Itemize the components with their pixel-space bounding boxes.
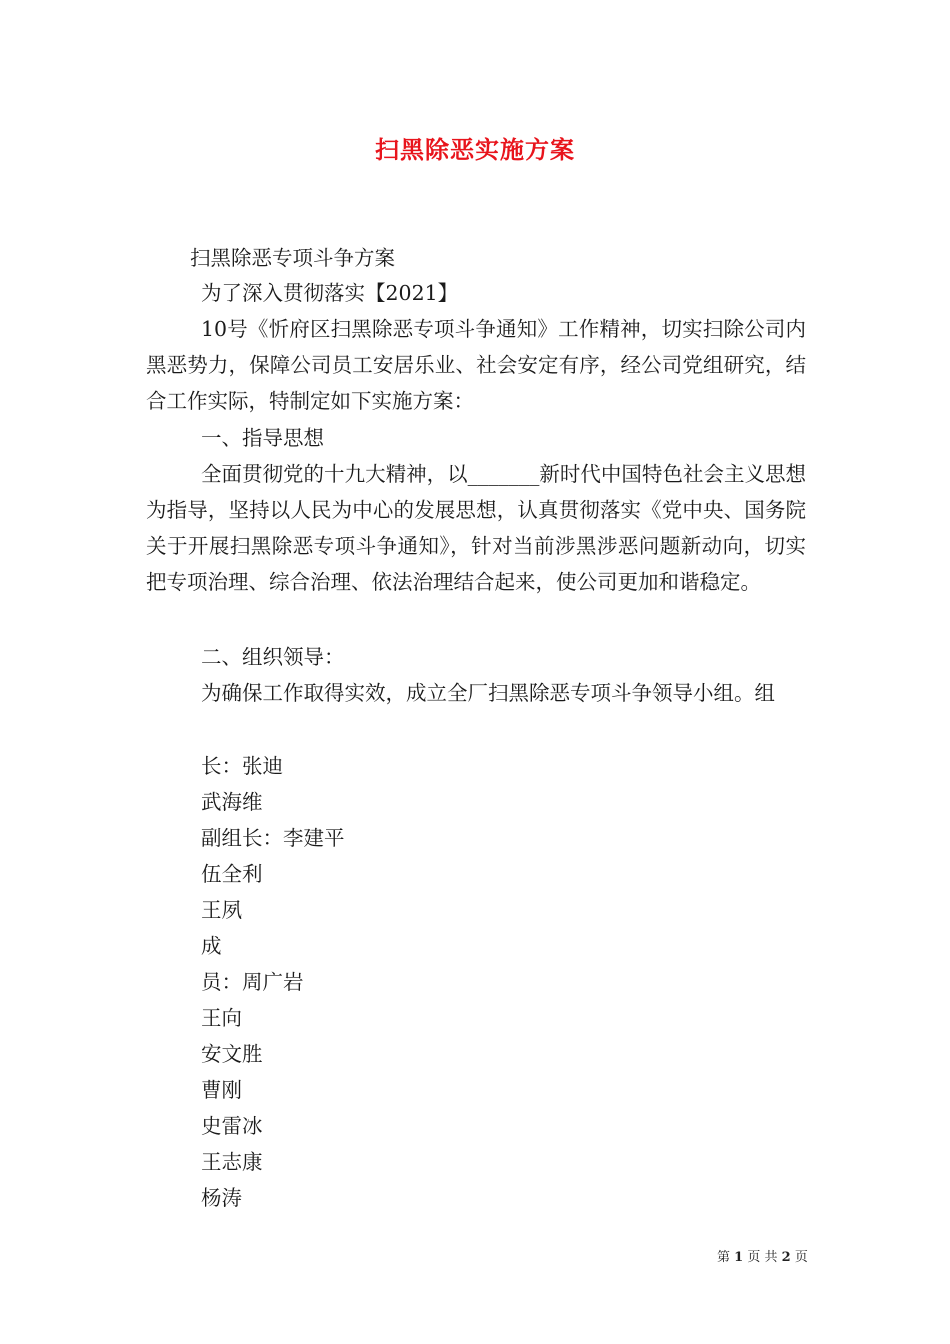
member-prefix: 成 [201,934,222,958]
paragraph-2: 全面贯彻党的十九大精神，以_______新时代中国特色社会主义思想为指导，坚持以人民为中心的发展思想，认真贯彻落实《党中央、国务院关于开展扫黑除恶专项斗争通知》，针对当前涉黑涉恶问题新动向，切实把专项治理、综合治理、依法治理结合起来，使公司更加和谐稳定。 [146,462,806,594]
page-number [717,1246,808,1265]
page-current: 1 [734,1250,744,1265]
member-name-6: 王志康 [201,1150,263,1174]
deputy-name-3: 王夙 [201,898,242,922]
leader-line: 长：张迪 [201,754,283,778]
section-heading-2: 二、组织领导： [201,645,345,669]
leader-name-2: 武海维 [201,790,263,814]
member-name-5: 史雷冰 [201,1114,263,1138]
paragraph-1: 10号《忻府区扫黑除恶专项斗争通知》工作精神，切实扫除公司内黑恶势力，保障公司员工安居乐业、社会安定有序，经公司党组研究，结合工作实际，特制定如下实施方案： [146,317,806,413]
deputy-name-2: 伍全利 [201,862,263,886]
page-mid: 页 共 [747,1250,778,1265]
section-heading-1: 一、指导思想 [201,426,324,450]
member-name-7: 杨涛 [201,1186,242,1210]
page-prefix: 第 [717,1250,731,1265]
intro-line: 为了深入贯彻落实【2021】 [201,281,459,305]
paragraph-3: 为确保工作取得实效，成立全厂扫黑除恶专项斗争领导小组。组 [201,681,775,705]
page-total: 2 [781,1250,791,1265]
member-name-3: 安文胜 [201,1042,263,1066]
document-title: 扫黑除恶实施方案 [375,135,575,164]
member-line: 员：周广岩 [201,970,304,994]
page-suffix: 页 [794,1250,808,1265]
deputy-line: 副组长：李建平 [201,826,345,850]
subtitle: 扫黑除恶专项斗争方案 [190,246,395,270]
member-name-4: 曹刚 [201,1078,242,1102]
member-name-2: 王向 [201,1006,242,1030]
